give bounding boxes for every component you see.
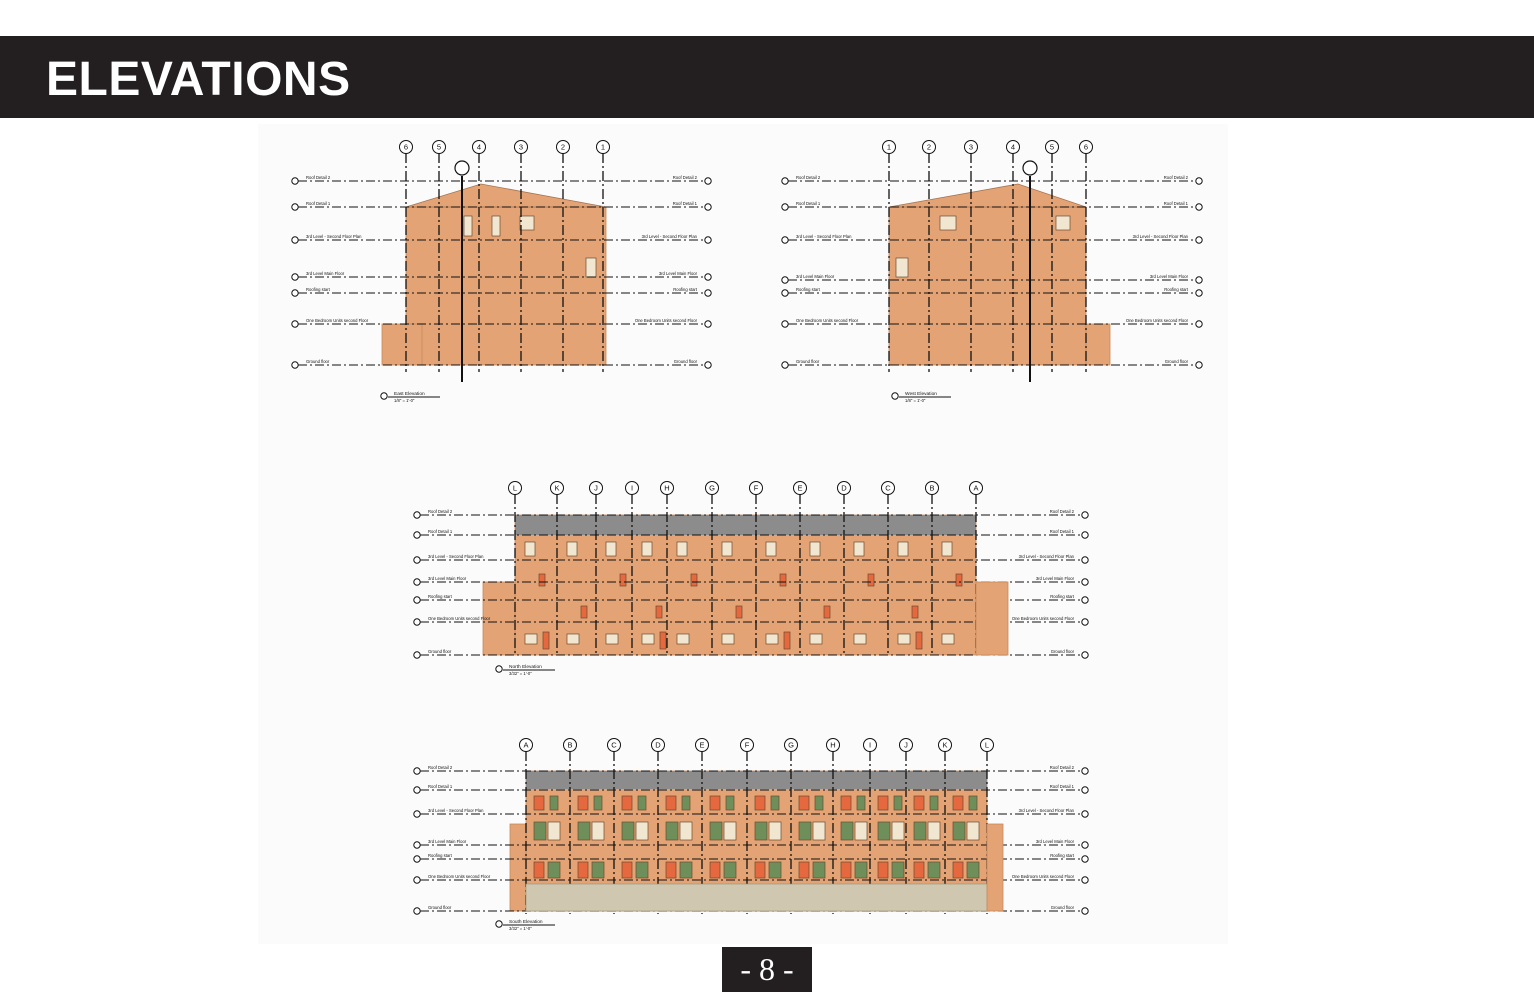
east-level-label-left: 3rd Level Main Floor xyxy=(306,271,345,276)
west-grid-label: 2 xyxy=(926,142,932,152)
north-level-marker-left xyxy=(414,579,420,585)
north-grid-label: F xyxy=(753,483,759,493)
south-window xyxy=(680,862,692,878)
south-window xyxy=(578,862,588,878)
south-grid-label: E xyxy=(699,740,705,750)
south-caption: South Elevation xyxy=(509,920,543,925)
south-grid-label: F xyxy=(744,740,750,750)
north-level-label-left: 3rd Level - Second Floor Plan xyxy=(428,554,484,559)
north-caption: North Elevation xyxy=(509,665,542,670)
north-level-label-left: Roofing start xyxy=(428,594,452,599)
west-level-label-left: Roof Detail 1 xyxy=(796,201,821,206)
north-window xyxy=(539,574,545,586)
south-window xyxy=(930,796,938,810)
north-level-label-left: Roof Detail 1 xyxy=(428,529,453,534)
west-caption: West Elevation xyxy=(905,392,937,397)
west-section-marker xyxy=(1023,161,1037,175)
east-level-label-left: Roofing start xyxy=(306,287,330,292)
west-level-label-right: Ground floor xyxy=(1164,359,1188,364)
north-grid-label: I xyxy=(630,483,634,493)
east-level-marker-left xyxy=(292,290,298,296)
west-wing xyxy=(1086,324,1110,365)
south-level-label-left: Ground floor xyxy=(428,905,452,910)
east-window xyxy=(586,258,596,277)
east-level-marker-left xyxy=(292,321,298,327)
east-level-label-right: Ground floor xyxy=(673,359,697,364)
north-window xyxy=(942,634,954,644)
south-level-label-right: One Bedroom Units second Floor xyxy=(1011,874,1074,879)
west-window xyxy=(940,216,956,230)
north-window xyxy=(898,542,908,556)
south-window xyxy=(578,822,590,840)
west-window xyxy=(1056,216,1070,230)
north-window xyxy=(525,542,535,556)
south-window xyxy=(967,822,979,840)
south-window xyxy=(680,822,692,840)
north-wing-right xyxy=(976,582,1008,655)
north-window xyxy=(810,542,820,556)
west-level-marker-right xyxy=(1196,237,1202,243)
north-window xyxy=(942,542,952,556)
east-grid-label: 2 xyxy=(560,142,566,152)
south-window xyxy=(666,796,676,810)
west-caption-marker xyxy=(892,393,898,399)
north-level-marker-left xyxy=(414,532,420,538)
south-window xyxy=(969,796,977,810)
north-grid-label: E xyxy=(797,483,803,493)
north-grid-label: B xyxy=(929,483,935,493)
east-level-label-left: 3rd Level - Second Floor Plan xyxy=(306,234,362,239)
west-level-marker-right xyxy=(1196,204,1202,210)
south-window xyxy=(724,822,736,840)
south-window xyxy=(815,796,823,810)
south-level-marker-right xyxy=(1082,842,1088,848)
west-level-marker-right xyxy=(1196,178,1202,184)
north-grid-label: H xyxy=(664,483,670,493)
south-level-label-left: Roof Detail 1 xyxy=(428,784,453,789)
north-level-label-right: Roof Detail 1 xyxy=(1049,529,1074,534)
east-grid-label: 4 xyxy=(476,142,482,152)
north-window xyxy=(766,634,778,644)
east-level-label-left: Roof Detail 2 xyxy=(306,175,331,180)
west-level-label-right: Roof Detail 2 xyxy=(1163,175,1188,180)
east-level-marker-right xyxy=(705,204,711,210)
south-roof-band xyxy=(526,771,987,789)
north-level-label-right: One Bedroom Units second Floor xyxy=(1011,616,1074,621)
south-grid-label: G xyxy=(788,740,794,750)
south-caption-marker xyxy=(496,921,502,927)
page-title: ELEVATIONS xyxy=(46,53,351,106)
east-facade xyxy=(406,207,606,365)
south-window xyxy=(666,862,676,878)
west-grid-label: 3 xyxy=(968,142,974,152)
south-window xyxy=(534,862,544,878)
south-window xyxy=(534,822,546,840)
south-window xyxy=(914,862,924,878)
east-level-label-right: Roof Detail 2 xyxy=(672,175,697,180)
south-window xyxy=(636,862,648,878)
south-window xyxy=(548,862,560,878)
south-window xyxy=(666,822,678,840)
east-scale: 1/8" = 1'-0" xyxy=(394,398,415,403)
north-window xyxy=(916,632,922,649)
south-window xyxy=(710,796,720,810)
south-window xyxy=(622,796,632,810)
east-level-label-left: Ground floor xyxy=(306,359,330,364)
north-window xyxy=(912,606,918,618)
north-window xyxy=(824,606,830,618)
south-level-marker-right xyxy=(1082,877,1088,883)
north-window xyxy=(854,634,866,644)
south-grid-label: B xyxy=(567,740,573,750)
south-window xyxy=(799,796,809,810)
south-window xyxy=(769,822,781,840)
west-level-marker-left xyxy=(782,290,788,296)
east-level-label-right: Roofing start xyxy=(673,287,697,292)
south-window xyxy=(550,796,558,810)
south-grid-label: J xyxy=(904,740,908,750)
east-grid-label: 6 xyxy=(403,142,409,152)
east-level-label-left: Roof Detail 1 xyxy=(306,201,331,206)
east-level-marker-left xyxy=(292,204,298,210)
north-level-marker-right xyxy=(1082,557,1088,563)
east-level-marker-left xyxy=(292,274,298,280)
south-window xyxy=(710,822,722,840)
east-window xyxy=(520,216,534,230)
south-window xyxy=(967,862,979,878)
south-level-marker-left xyxy=(414,768,420,774)
north-window xyxy=(642,634,654,644)
south-level-marker-left xyxy=(414,811,420,817)
south-window xyxy=(928,862,940,878)
east-level-marker-right xyxy=(705,274,711,280)
north-window xyxy=(567,634,579,644)
west-level-marker-left xyxy=(782,362,788,368)
east-elevation xyxy=(292,141,711,404)
east-level-label-right: 3rd Level - Second Floor Plan xyxy=(641,234,697,239)
north-level-marker-left xyxy=(414,597,420,603)
south-level-marker-left xyxy=(414,856,420,862)
west-level-label-right: Roof Detail 1 xyxy=(1163,201,1188,206)
south-ground-storefront xyxy=(526,884,987,911)
south-window xyxy=(594,796,602,810)
south-window xyxy=(892,822,904,840)
east-level-marker-right xyxy=(705,321,711,327)
north-grid-label: D xyxy=(841,483,847,493)
south-window xyxy=(914,822,926,840)
south-window xyxy=(755,822,767,840)
west-level-label-right: One Bedroom Units second Floor xyxy=(1125,318,1188,323)
west-grid-label: 5 xyxy=(1049,142,1055,152)
west-level-label-right: 3rd Level - Second Floor Plan xyxy=(1132,234,1188,239)
west-level-label-right: 3rd Level Main Floor xyxy=(1149,274,1188,279)
east-section-marker xyxy=(455,161,469,175)
south-window xyxy=(710,862,720,878)
south-grid-label: I xyxy=(868,740,872,750)
north-grid-label: G xyxy=(709,483,715,493)
north-window xyxy=(868,574,874,586)
south-window xyxy=(622,862,632,878)
south-window xyxy=(578,796,588,810)
north-window xyxy=(543,632,549,649)
south-window xyxy=(638,796,646,810)
south-grid-label: K xyxy=(942,740,948,750)
south-level-marker-right xyxy=(1082,787,1088,793)
south-window xyxy=(682,796,690,810)
south-window xyxy=(855,862,867,878)
north-window xyxy=(606,542,616,556)
west-scale: 1/8" = 1'-0" xyxy=(905,398,926,403)
west-window xyxy=(896,258,908,277)
west-grid-label: 6 xyxy=(1083,142,1089,152)
north-grid-label: J xyxy=(594,483,598,493)
south-window xyxy=(813,862,825,878)
south-window xyxy=(878,796,888,810)
south-level-marker-right xyxy=(1082,908,1088,914)
west-level-label-left: Ground floor xyxy=(796,359,820,364)
east-level-label-right: One Bedroom Units second Floor xyxy=(634,318,697,323)
south-window xyxy=(769,862,781,878)
south-level-label-left: Roof Detail 2 xyxy=(428,765,453,770)
south-level-marker-right xyxy=(1082,768,1088,774)
west-level-marker-right xyxy=(1196,362,1202,368)
west-facade xyxy=(889,207,1086,365)
south-window xyxy=(755,862,765,878)
north-scale: 3/32" = 1'-0" xyxy=(509,671,532,676)
east-level-marker-left xyxy=(292,178,298,184)
west-level-label-right: Roofing start xyxy=(1164,287,1188,292)
north-window xyxy=(620,574,626,586)
south-window xyxy=(894,796,902,810)
east-grid-label: 3 xyxy=(518,142,524,152)
south-level-label-right: Roofing start xyxy=(1050,853,1074,858)
south-window xyxy=(914,796,924,810)
north-level-label-right: Ground floor xyxy=(1050,649,1074,654)
north-grid-label: L xyxy=(512,483,518,493)
north-window xyxy=(780,574,786,586)
north-window xyxy=(525,634,537,644)
south-window xyxy=(841,796,851,810)
north-level-label-left: Roof Detail 2 xyxy=(428,509,453,514)
south-window xyxy=(724,862,736,878)
west-level-label-left: 3rd Level - Second Floor Plan xyxy=(796,234,852,239)
north-level-marker-right xyxy=(1082,597,1088,603)
south-level-label-right: Ground floor xyxy=(1050,905,1074,910)
north-window xyxy=(736,606,742,618)
south-window xyxy=(878,822,890,840)
south-level-label-right: 3rd Level Main Floor xyxy=(1035,839,1074,844)
east-wing xyxy=(382,324,422,365)
north-level-label-left: Ground floor xyxy=(428,649,452,654)
east-window xyxy=(464,216,472,236)
north-window xyxy=(642,542,652,556)
south-window xyxy=(636,822,648,840)
west-grid-label: 4 xyxy=(1010,142,1016,152)
elevation-drawing-sheet xyxy=(258,124,1228,944)
south-window xyxy=(799,862,809,878)
south-window xyxy=(771,796,779,810)
north-window xyxy=(606,634,618,644)
south-level-label-left: Roofing start xyxy=(428,853,452,858)
page-number: - 8 - xyxy=(722,947,812,992)
south-window xyxy=(953,822,965,840)
west-level-marker-right xyxy=(1196,321,1202,327)
north-level-label-right: 3rd Level Main Floor xyxy=(1035,576,1074,581)
north-level-marker-right xyxy=(1082,619,1088,625)
south-level-marker-right xyxy=(1082,811,1088,817)
east-level-marker-left xyxy=(292,362,298,368)
south-window xyxy=(928,822,940,840)
south-level-label-left: 3rd Level - Second Floor Plan xyxy=(428,808,484,813)
south-window xyxy=(841,822,853,840)
west-level-marker-right xyxy=(1196,277,1202,283)
north-level-label-right: 3rd Level - Second Floor Plan xyxy=(1018,554,1074,559)
north-window xyxy=(677,542,687,556)
south-window xyxy=(534,796,544,810)
south-grid-label: C xyxy=(611,740,617,750)
south-window xyxy=(755,796,765,810)
north-level-marker-right xyxy=(1082,579,1088,585)
south-window xyxy=(953,862,963,878)
south-level-label-left: One Bedroom Units second Floor xyxy=(428,874,491,879)
west-level-marker-left xyxy=(782,204,788,210)
south-grid-label: L xyxy=(984,740,990,750)
east-level-marker-right xyxy=(705,290,711,296)
south-window xyxy=(548,822,560,840)
north-level-label-left: One Bedroom Units second Floor xyxy=(428,616,491,621)
south-window xyxy=(857,796,865,810)
south-level-marker-left xyxy=(414,908,420,914)
elevation-drawings-svg xyxy=(258,124,1228,944)
north-level-label-right: Roof Detail 2 xyxy=(1049,509,1074,514)
north-window xyxy=(677,634,689,644)
north-level-label-left: 3rd Level Main Floor xyxy=(428,576,467,581)
south-grid-label: A xyxy=(523,740,529,750)
south-window xyxy=(726,796,734,810)
south-grid-label: D xyxy=(655,740,661,750)
north-level-marker-left xyxy=(414,652,420,658)
west-gable xyxy=(889,184,1086,207)
east-caption-marker xyxy=(381,393,387,399)
south-window xyxy=(878,862,888,878)
south-level-label-right: Roof Detail 1 xyxy=(1049,784,1074,789)
east-caption: East Elevation xyxy=(394,392,425,397)
north-window xyxy=(722,634,734,644)
south-window xyxy=(592,862,604,878)
north-roof-band xyxy=(515,515,976,535)
south-wing-right xyxy=(987,824,1003,911)
north-grid-label: C xyxy=(885,483,891,493)
north-level-marker-left xyxy=(414,619,420,625)
east-window xyxy=(492,216,500,236)
west-level-marker-left xyxy=(782,237,788,243)
north-grid-label: K xyxy=(554,483,560,493)
west-level-label-left: Roofing start xyxy=(796,287,820,292)
west-level-marker-right xyxy=(1196,290,1202,296)
west-level-marker-left xyxy=(782,277,788,283)
north-window xyxy=(854,542,864,556)
south-wing xyxy=(510,824,526,911)
north-window xyxy=(656,606,662,618)
north-level-marker-left xyxy=(414,512,420,518)
north-level-marker-right xyxy=(1082,512,1088,518)
north-window xyxy=(691,574,697,586)
east-gable xyxy=(406,184,606,207)
north-level-marker-right xyxy=(1082,532,1088,538)
south-window xyxy=(953,796,963,810)
north-window xyxy=(784,632,790,649)
north-window xyxy=(722,542,732,556)
south-level-marker-left xyxy=(414,877,420,883)
south-level-marker-left xyxy=(414,842,420,848)
north-level-marker-right xyxy=(1082,652,1088,658)
south-window xyxy=(799,822,811,840)
south-level-label-left: 3rd Level Main Floor xyxy=(428,839,467,844)
north-window xyxy=(956,574,962,586)
south-scale: 3/32" = 1'-0" xyxy=(509,926,532,931)
west-level-marker-left xyxy=(782,178,788,184)
east-grid-label: 1 xyxy=(600,142,606,152)
west-level-label-left: Roof Detail 2 xyxy=(796,175,821,180)
east-level-marker-right xyxy=(705,178,711,184)
north-level-label-right: Roofing start xyxy=(1050,594,1074,599)
north-level-marker-left xyxy=(414,557,420,563)
north-window xyxy=(567,542,577,556)
south-window xyxy=(841,862,851,878)
north-window xyxy=(766,542,776,556)
north-caption-marker xyxy=(496,666,502,672)
south-window xyxy=(622,822,634,840)
north-window xyxy=(810,634,822,644)
south-level-label-right: Roof Detail 2 xyxy=(1049,765,1074,770)
south-window xyxy=(892,862,904,878)
east-level-label-left: One Bedroom Units second Floor xyxy=(306,318,369,323)
south-window xyxy=(813,822,825,840)
west-level-label-left: One Bedroom Units second Floor xyxy=(796,318,859,323)
east-grid-label: 5 xyxy=(436,142,442,152)
east-level-marker-right xyxy=(705,237,711,243)
east-level-marker-right xyxy=(705,362,711,368)
east-level-label-right: 3rd Level Main Floor xyxy=(658,271,697,276)
west-grid-label: 1 xyxy=(886,142,892,152)
south-level-label-right: 3rd Level - Second Floor Plan xyxy=(1018,808,1074,813)
north-grid-label: A xyxy=(973,483,979,493)
north-window xyxy=(660,632,666,649)
south-level-marker-right xyxy=(1082,856,1088,862)
south-level-marker-left xyxy=(414,787,420,793)
east-level-marker-left xyxy=(292,237,298,243)
south-window xyxy=(592,822,604,840)
north-window xyxy=(898,634,910,644)
west-elevation xyxy=(782,141,1202,404)
east-level-label-right: Roof Detail 1 xyxy=(672,201,697,206)
west-level-label-left: 3rd Level Main Floor xyxy=(796,274,835,279)
south-grid-label: H xyxy=(830,740,836,750)
west-level-marker-left xyxy=(782,321,788,327)
north-window xyxy=(581,606,587,618)
south-window xyxy=(855,822,867,840)
